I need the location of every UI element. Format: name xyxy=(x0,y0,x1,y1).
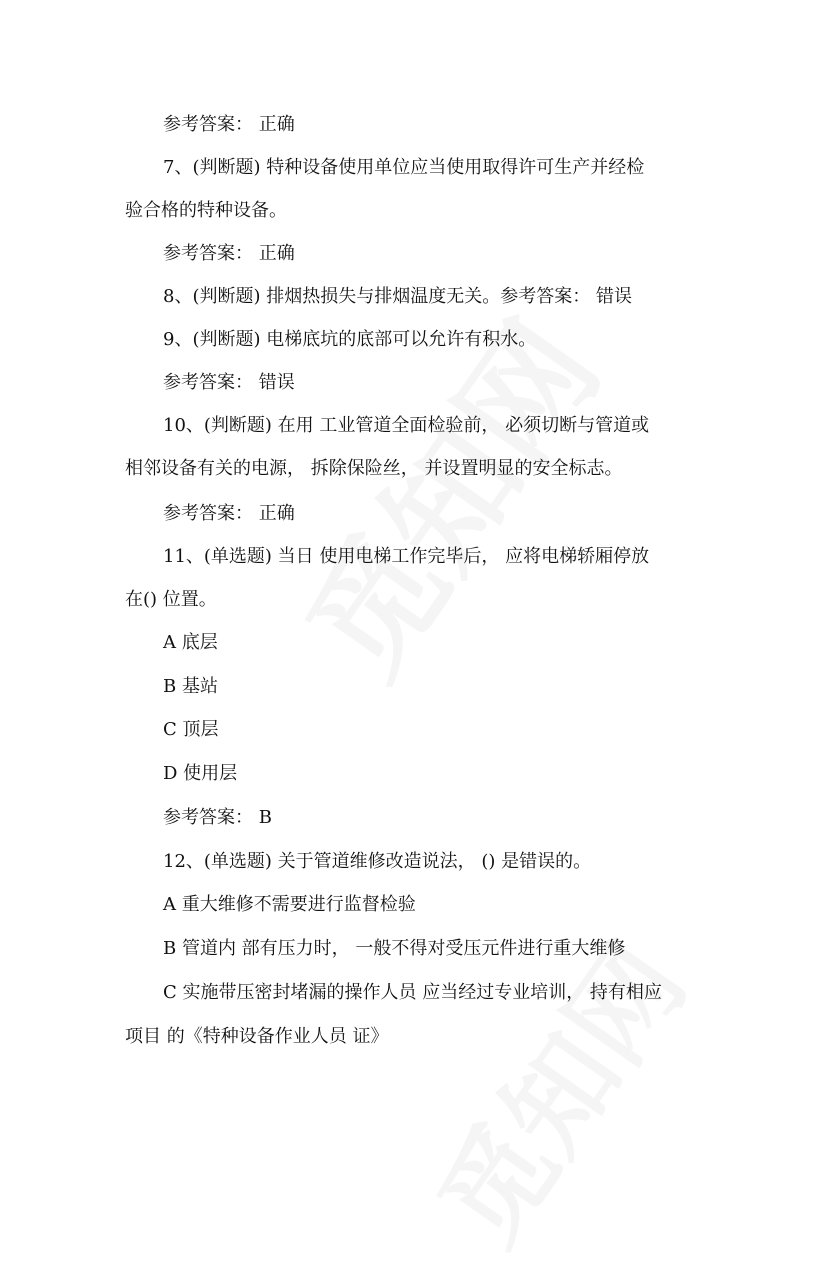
question-7-cont: 验合格的特种设备。 xyxy=(125,200,287,221)
question-10: 10、(判断题) 在用 工业管道全面检验前， 必须切断与管道或 xyxy=(163,415,650,436)
option-c: C 顶层 xyxy=(163,719,219,740)
question-7: 7、(判断题) 特种设备使用单位应当使用取得许可生产并经检 xyxy=(163,157,645,178)
question-12: 12、(单选题) 关于管道维修改造说法， () 是错误的。 xyxy=(163,851,592,872)
option-a: A 底层 xyxy=(163,632,218,653)
question-10-cont: 相邻设备有关的电源， 拆除保险丝， 并设置明显的安全标志。 xyxy=(125,458,623,479)
option-a: A 重大维修不需要进行监督检验 xyxy=(163,894,416,915)
option-c: C 实施带压密封堵漏的操作人员 应当经过专业培训， 持有相应 xyxy=(163,982,662,1003)
question-8: 8、(判断题) 排烟热损失与排烟温度无关。参考答案： 错误 xyxy=(163,286,632,307)
answer-line: 参考答案： B xyxy=(163,807,272,828)
question-11: 11、(单选题) 当日 使用电梯工作完毕后， 应将电梯轿厢停放 xyxy=(163,546,650,567)
answer-line: 参考答案： 正确 xyxy=(163,503,295,524)
watermark xyxy=(396,909,715,1269)
answer-line: 参考答案： 正确 xyxy=(163,243,295,264)
answer-line: 参考答案： 正确 xyxy=(163,114,295,135)
answer-line: 参考答案： 错误 xyxy=(163,372,295,393)
option-c-cont: 项目 的《特种设备作业人员 证》 xyxy=(125,1026,389,1047)
option-b: B 管道内 部有压力时， 一般不得对受压元件进行重大维修 xyxy=(163,938,626,959)
question-11-cont: 在() 位置。 xyxy=(125,589,217,610)
question-9: 9、(判断题) 电梯底坑的底部可以允许有积水。 xyxy=(163,329,537,350)
option-b: B 基站 xyxy=(163,676,218,697)
option-d: D 使用层 xyxy=(163,763,238,784)
